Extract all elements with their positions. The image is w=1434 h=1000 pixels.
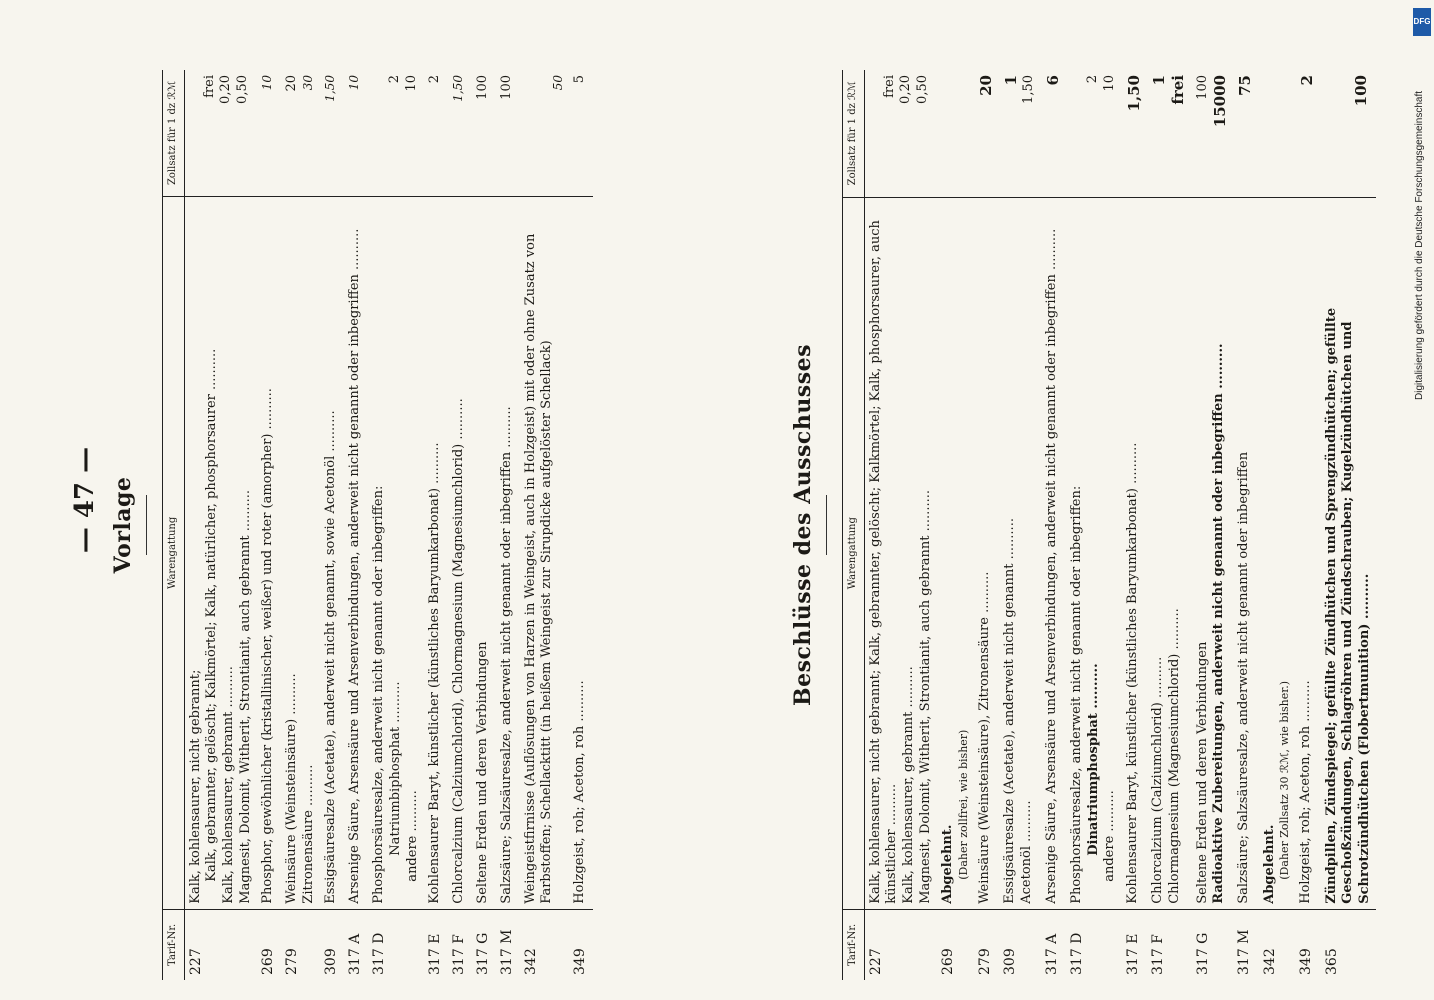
duty-rate bbox=[257, 70, 281, 197]
rate-value: 1,50 bbox=[451, 75, 466, 102]
duty-rate bbox=[448, 70, 472, 197]
table-row bbox=[1233, 70, 1258, 980]
goods-line: Phosphorsäuresalze, anderweit nicht genannt oder inbegriffen: bbox=[371, 485, 387, 904]
table-row bbox=[937, 70, 974, 980]
rate-value: 30 bbox=[300, 75, 315, 91]
goods-note: (Daher zollfrei, wie bisher) bbox=[956, 729, 970, 880]
goods-line: Chlormagnesium (Magnesiumchlorid) .......... bbox=[1166, 608, 1182, 904]
rate-value: 6 bbox=[1044, 75, 1062, 86]
goods-description bbox=[1192, 197, 1234, 909]
goods-description bbox=[496, 197, 520, 910]
goods-description bbox=[520, 197, 569, 910]
watermark-text: Digitalisierung gefördert durch die Deutsche Forschungsgemeinschaft bbox=[1414, 90, 1425, 400]
table-header-row bbox=[163, 70, 185, 980]
table-row bbox=[1259, 70, 1296, 980]
duty-rate bbox=[864, 70, 937, 197]
goods-line: Seltene Erden und deren Verbindungen bbox=[1194, 641, 1210, 904]
table-row bbox=[1147, 70, 1191, 980]
table-row bbox=[1295, 70, 1320, 980]
duty-rate bbox=[1122, 70, 1147, 197]
goods-description bbox=[448, 197, 472, 910]
tariff-nr: 317 E bbox=[1122, 909, 1147, 980]
rate-value: 0,20 bbox=[898, 75, 914, 104]
table-row bbox=[320, 70, 344, 980]
table-row bbox=[184, 70, 257, 980]
goods-line: Abgelehnt. bbox=[1261, 824, 1277, 904]
goods-description bbox=[864, 197, 937, 909]
digitization-watermark bbox=[1410, 0, 1434, 1000]
goods-line: Kalk, gebrannter, gelöscht; Kalkmörtel; Kalk, natürlicher, phosphorsaurer .......... bbox=[204, 348, 220, 882]
goods-line: Chlorcalzium (Calziumchlorid) .......... bbox=[1150, 656, 1166, 904]
goods-description bbox=[999, 197, 1041, 909]
rate-value: 1 bbox=[1150, 75, 1169, 86]
tariff-nr: 317 A bbox=[1041, 909, 1066, 980]
goods-description bbox=[1122, 197, 1147, 909]
duty-rate bbox=[1192, 70, 1234, 197]
rate-value: 1,50 bbox=[323, 75, 338, 102]
goods-description bbox=[974, 197, 999, 909]
rate-value: 20 bbox=[977, 75, 995, 96]
goods-line: Kohlensaurer Baryt, künstlicher (künstliches Baryumkarbonat) .......... bbox=[427, 442, 443, 904]
goods-description bbox=[368, 197, 424, 910]
goods-line: Holzgeist, roh; Aceton, roh .......... bbox=[1298, 680, 1314, 904]
column-header-goods: Warengattung bbox=[843, 197, 865, 909]
rate-value: 10 bbox=[347, 75, 362, 91]
table-row bbox=[496, 70, 520, 980]
goods-line: Salzsäure; Salzsäuresalze, anderweit nicht genannt oder inbegriffen .......... bbox=[498, 406, 514, 904]
heading-rule bbox=[826, 495, 827, 555]
duty-rate bbox=[184, 70, 257, 197]
duty-rate bbox=[974, 70, 999, 197]
table-row bbox=[864, 70, 937, 980]
goods-line: Weinsäure (Weinsteinsäure), Zitronensäure .......... bbox=[977, 571, 992, 904]
goods-line: Natriumbiphosphat .......... bbox=[387, 681, 403, 856]
duty-rate bbox=[496, 70, 520, 197]
heading-rule bbox=[146, 495, 147, 555]
goods-description bbox=[257, 197, 281, 910]
table-row bbox=[281, 70, 320, 980]
duty-rate bbox=[569, 70, 593, 197]
goods-line: Acetonöl .......... bbox=[1018, 800, 1034, 904]
goods-line: Arsenige Säure, Arsensäure und Arsenverbindungen, anderweit nicht genannt oder inbegriffen .......... bbox=[1044, 228, 1059, 904]
tariff-nr: 317 E bbox=[424, 909, 448, 980]
rate-value: 0,20 bbox=[218, 75, 234, 104]
tariff-nr: 279 bbox=[974, 909, 999, 980]
tariff-nr: 317 G bbox=[472, 909, 496, 980]
rate-value: frei bbox=[201, 75, 217, 98]
column-header-tariff-nr: Tarif-Nr. bbox=[843, 909, 865, 980]
rate-value: 2 bbox=[1085, 75, 1101, 84]
goods-description bbox=[1233, 197, 1258, 909]
goods-line: Kalk, kohlensaurer, gebrannt .......... bbox=[901, 666, 917, 904]
tariff-nr: 317 M bbox=[496, 909, 520, 980]
rate-value: 2 bbox=[427, 75, 443, 84]
tariff-nr: 342 bbox=[520, 909, 569, 980]
duty-rate bbox=[1259, 70, 1296, 197]
goods-line: Radioaktive Zubereitungen, anderweit nicht genannt oder inbegriffen .......... bbox=[1211, 343, 1227, 904]
column-header-duty: Zollsatz für 1 dz ℛℳ bbox=[843, 70, 865, 197]
duty-rate bbox=[999, 70, 1041, 197]
rate-value: 10 bbox=[260, 75, 275, 91]
goods-line: Weingeistfirnisse (Auflösungen von Harzen in Weingeist, auch in Holzgeist) mit oder ohne Zusatz von Farbstoffen; Schellacktitt (in heißem Weingeist zur Sirupdicke aufgelöster Schellack) bbox=[522, 233, 555, 904]
goods-description bbox=[1066, 197, 1122, 909]
tariff-nr: 317 D bbox=[1066, 909, 1122, 980]
tariff-nr: 349 bbox=[1295, 909, 1320, 980]
goods-line: Dinatriumphosphat .......... bbox=[1085, 663, 1101, 856]
rate-value: 5 bbox=[572, 75, 588, 84]
column-header-tariff-nr: Tarif-Nr. bbox=[163, 909, 185, 980]
duty-rate bbox=[424, 70, 448, 197]
column-header-goods: Warengattung bbox=[163, 197, 185, 910]
goods-line: Seltene Erden und deren Verbindungen bbox=[474, 641, 490, 904]
table-row bbox=[1321, 70, 1377, 980]
goods-description bbox=[1259, 197, 1296, 909]
rate-value: 1,50 bbox=[1125, 75, 1144, 112]
tariff-nr: 349 bbox=[569, 909, 593, 980]
duty-rate bbox=[368, 70, 424, 197]
duty-rate bbox=[344, 70, 368, 197]
rate-value: 2 bbox=[387, 75, 403, 84]
goods-line: Kalk, kohlensaurer, nicht gebrannt; Kalk, gebrannter, gelöscht; Kalkmörtel; Kalk, phosphorsaurer, auch künstlicher .......... bbox=[867, 220, 900, 904]
beschluss-heading: Beschlüsse des Ausschusses bbox=[790, 344, 816, 706]
table-row bbox=[1041, 70, 1066, 980]
duty-rate bbox=[937, 70, 974, 197]
rate-value: 10 bbox=[1101, 75, 1117, 92]
table-row bbox=[257, 70, 281, 980]
goods-line: Essigsäuresalze (Acetate), anderweit nicht genannt .......... bbox=[1002, 518, 1018, 904]
goods-description bbox=[424, 197, 448, 910]
goods-description bbox=[937, 197, 974, 909]
duty-rate bbox=[281, 70, 320, 197]
rate-value: 100 bbox=[474, 75, 490, 100]
rate-value: 20 bbox=[284, 75, 300, 92]
table-row bbox=[1122, 70, 1147, 980]
goods-description bbox=[1321, 197, 1377, 909]
rate-value: 1,50 bbox=[1021, 75, 1037, 104]
tariff-nr: 317 D bbox=[368, 909, 424, 980]
table-row bbox=[344, 70, 368, 980]
duty-rate bbox=[472, 70, 496, 197]
rate-value: 10 bbox=[403, 75, 419, 92]
table-row bbox=[974, 70, 999, 980]
rate-value: 1 bbox=[1002, 75, 1021, 86]
rate-value: frei bbox=[1169, 75, 1188, 105]
goods-description bbox=[320, 197, 344, 910]
goods-line: Arsenige Säure, Arsensäure und Arsenverbindungen, anderweit nicht genannt oder inbegriffen .......... bbox=[347, 228, 363, 904]
table-header-row bbox=[843, 70, 865, 980]
goods-line: Phosphorsäuresalze, anderweit nicht genannt oder inbegriffen: bbox=[1069, 485, 1085, 904]
duty-rate bbox=[1233, 70, 1258, 197]
rate-value: frei bbox=[881, 75, 897, 98]
tariff-nr: 317 F bbox=[1147, 909, 1191, 980]
duty-rate bbox=[320, 70, 344, 197]
rate-value: 100 bbox=[1351, 75, 1370, 107]
duty-rate bbox=[1295, 70, 1320, 197]
table-row bbox=[448, 70, 472, 980]
goods-note: (Daher Zollsatz 30 ℛℳ, wie bisher.) bbox=[1278, 680, 1292, 880]
goods-description bbox=[1041, 197, 1066, 909]
vorlage-table bbox=[162, 70, 593, 980]
goods-line: Magnesit, Dolomit, Witherit, Strontianit, auch gebrannt .......... bbox=[237, 489, 253, 904]
goods-description bbox=[281, 197, 320, 910]
tariff-nr: 309 bbox=[320, 909, 344, 980]
goods-line: Essigsäuresalze (Acetate), anderweit nicht genannt, sowie Acetonöl .......... bbox=[323, 410, 339, 904]
rate-value: 0,50 bbox=[235, 75, 251, 104]
tariff-nr: 317 F bbox=[448, 909, 472, 980]
duty-rate bbox=[1041, 70, 1066, 197]
table-row bbox=[368, 70, 424, 980]
tariff-nr: 227 bbox=[864, 909, 937, 980]
goods-description bbox=[184, 197, 257, 910]
goods-line: Salzsäure; Salzsäuresalze, anderweit nicht genannt oder inbegriffen bbox=[1236, 451, 1252, 904]
tariff-nr: 269 bbox=[257, 909, 281, 980]
table-row bbox=[1192, 70, 1234, 980]
goods-line: Magnesit, Dolomit, Witherit, Strontianit, auch gebrannt .......... bbox=[917, 490, 933, 904]
goods-line: Chlorcalzium (Calziumchlorid), Chlormagnesium (Magnesiumchlorid) .......... bbox=[451, 398, 467, 904]
page-number: — 47 — bbox=[70, 446, 100, 554]
tariff-nr: 227 bbox=[184, 909, 257, 980]
goods-line: andere .......... bbox=[1102, 790, 1118, 882]
tariff-nr: 279 bbox=[281, 909, 320, 980]
goods-line: Kalk, kohlensaurer, gebrannt .......... bbox=[221, 666, 237, 904]
rate-value: 75 bbox=[1236, 75, 1255, 96]
duty-rate bbox=[1147, 70, 1191, 197]
table-row bbox=[1066, 70, 1122, 980]
goods-description bbox=[1295, 197, 1320, 909]
duty-rate bbox=[520, 70, 569, 197]
rate-value: 0,50 bbox=[915, 75, 931, 104]
tariff-nr: 317 M bbox=[1233, 909, 1258, 980]
rate-value: 100 bbox=[1194, 75, 1210, 100]
goods-line: Kalk, kohlensaurer, nicht gebrannt; bbox=[187, 669, 203, 904]
goods-line: Zitronensäure .......... bbox=[300, 764, 316, 904]
beschluss-table bbox=[842, 70, 1376, 980]
table-row bbox=[569, 70, 593, 980]
tariff-nr: 269 bbox=[937, 909, 974, 980]
rate-value: 2 bbox=[1298, 75, 1317, 86]
goods-line: andere .......... bbox=[404, 790, 420, 882]
column-header-duty: Zollsatz für 1 dz ℛℳ bbox=[163, 70, 185, 197]
goods-line: Phosphor, gewöhnlicher (kristallinischer, weißer) und roter (amorpher) .......... bbox=[260, 388, 276, 904]
tariff-nr: 309 bbox=[999, 909, 1041, 980]
tariff-nr: 342 bbox=[1259, 909, 1296, 980]
dfg-logo-icon: DFG bbox=[1413, 8, 1431, 36]
vorlage-heading: Vorlage bbox=[110, 476, 136, 574]
goods-description bbox=[569, 197, 593, 910]
tariff-nr: 365 bbox=[1321, 909, 1377, 980]
goods-line: Kohlensaurer Baryt, künstlicher (künstliches Baryumkarbonat) .......... bbox=[1125, 442, 1141, 904]
goods-description bbox=[1147, 197, 1191, 909]
tariff-nr: 317 G bbox=[1192, 909, 1234, 980]
table-row bbox=[520, 70, 569, 980]
duty-rate bbox=[1066, 70, 1122, 197]
table-row bbox=[472, 70, 496, 980]
goods-line: Holzgeist, roh; Aceton, roh .......... bbox=[572, 680, 588, 904]
table-row bbox=[424, 70, 448, 980]
goods-line: Weinsäure (Weinsteinsäure) .......... bbox=[284, 673, 300, 904]
table-row bbox=[999, 70, 1041, 980]
goods-line: Zündpillen, Zündspiegel; gefüllte Zündhütchen und Sprengzündhütchen; gefüllte Geschoßzündungen, Schlagröhren und Zündschrauben; Kugelzündhütchen und Schrotzündhütchen (Flobertmunition) .......... bbox=[1323, 307, 1372, 904]
goods-description bbox=[472, 197, 496, 910]
rate-value: 100 bbox=[498, 75, 514, 100]
rate-value: 50 bbox=[550, 75, 565, 91]
duty-rate bbox=[1321, 70, 1377, 197]
tariff-nr: 317 A bbox=[344, 909, 368, 980]
goods-line: Abgelehnt. bbox=[940, 824, 956, 904]
goods-description bbox=[344, 197, 368, 910]
rate-value: 15000 bbox=[1211, 75, 1230, 128]
